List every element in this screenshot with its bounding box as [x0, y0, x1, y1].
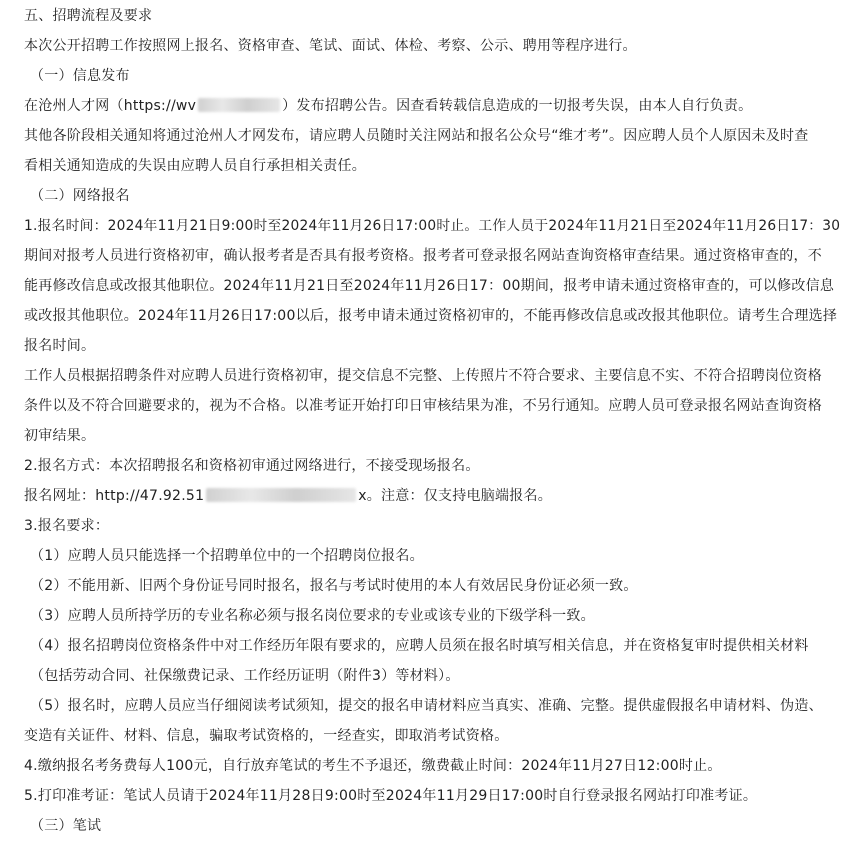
subheading-info-release: （一）信息发布 — [30, 68, 130, 84]
redacted-url — [206, 488, 356, 502]
section-heading-recruitment-process: 五、招聘流程及要求 — [24, 8, 153, 24]
requirement-item: （3）应聘人员所持学历的专业名称必须与报名岗位要求的专业或该专业的下级学科一致。 — [30, 608, 595, 624]
paragraph-registration-time: 报名时间。 — [24, 338, 96, 354]
paragraph-requirements-heading: 3.报名要求： — [24, 518, 110, 534]
requirement-item: （5）报名时，应聘人员应当仔细阅读考试须知，提交的报名申请材料应当真实、准确、完整。提供虚假报名申请材料、伪造、 — [30, 698, 823, 714]
redacted-url — [198, 98, 280, 112]
paragraph-initial-review: 条件以及不符合回避要求的，视为不合格。以准考证开始打印日审核结果为准，不另行通知。应聘人员可登录报名网站查询资格 — [24, 398, 822, 414]
requirement-item: （4）报名招聘岗位资格条件中对工作经历年限有要求的，应聘人员须在报名时填写相关信息，并在资格复审时提供相关材料 — [30, 638, 809, 654]
requirement-item: （包括劳动合同、社保缴费记录、工作经历证明（附件3）等材料）。 — [30, 668, 460, 684]
subheading-online-registration: （二）网络报名 — [30, 188, 130, 204]
paragraph-notice-line: 看相关通知造成的失误由应聘人员自行承担相关责任。 — [24, 158, 366, 174]
requirement-item: 变造有关证件、材料、信息，骗取考试资格的，一经查实，即取消考试资格。 — [24, 728, 509, 744]
paragraph-notice-line: 其他各阶段相关通知将通过沧州人才网发布，请应聘人员随时关注网站和报名公众号“维才考”。因应聘人员个人原因未及时查 — [24, 128, 809, 144]
paragraph-procedure: 本次公开招聘工作按照网上报名、资格审查、笔试、面试、体检、考察、公示、聘用等程序进行。 — [24, 38, 637, 54]
paragraph-initial-review: 工作人员根据招聘条件对应聘人员进行资格初审，提交信息不完整、上传照片不符合要求、主要信息不实、不符合招聘岗位资格 — [24, 368, 822, 384]
paragraph-registration-time: 或改报其他职位。2024年11月26日17:00以后，报考申请未通过资格初审的，不能再修改信息或改报其他职位。请考生合理选择 — [24, 308, 838, 324]
paragraph-registration-time: 1.报名时间：2024年11月21日9:00时至2024年11月26日17:00时止。工作人员于2024年11月21日至2024年11月26日17：30 — [24, 218, 841, 234]
requirement-item: （1）应聘人员只能选择一个招聘单位中的一个招聘岗位报名。 — [30, 548, 424, 564]
paragraph-admission-ticket: 5.打印准考证：笔试人员请于2024年11月28日9:00时至2024年11月29日17:00时自行登录报名网站打印准考证。 — [24, 788, 758, 804]
paragraph-fee: 4.缴纳报名考务费每人100元，自行放弃笔试的考生不予退还，缴费截止时间：2024年11月27日12:00时止。 — [24, 758, 722, 774]
paragraph-website-release: 在沧州人才网（https://wv ）发布招聘公告。因查看转载信息造成的一切报考失误，由本人自行负责。 — [24, 98, 753, 114]
paragraph-registration-method: 2.报名方式：本次招聘报名和资格初审通过网络进行，不接受现场报名。 — [24, 458, 480, 474]
paragraph-registration-time: 期间对报考人员进行资格初审，确认报考者是否具有报考资格。报考者可登录报名网站查询资格审查结果。通过资格审查的，不 — [24, 248, 822, 264]
subheading-written-exam: （三）笔试 — [30, 818, 102, 834]
paragraph-initial-review: 初审结果。 — [24, 428, 96, 444]
requirement-item: （2）不能用新、旧两个身份证号同时报名，报名与考试时使用的本人有效居民身份证必须一致。 — [30, 578, 638, 594]
paragraph-registration-url: 报名网址：http://47.92.51 x。注意：仅支持电脑端报名。 — [24, 488, 553, 504]
paragraph-registration-time: 能再修改信息或改报其他职位。2024年11月21日至2024年11月26日17：00期间，报考申请未通过资格审查的，可以修改信息 — [24, 278, 835, 294]
